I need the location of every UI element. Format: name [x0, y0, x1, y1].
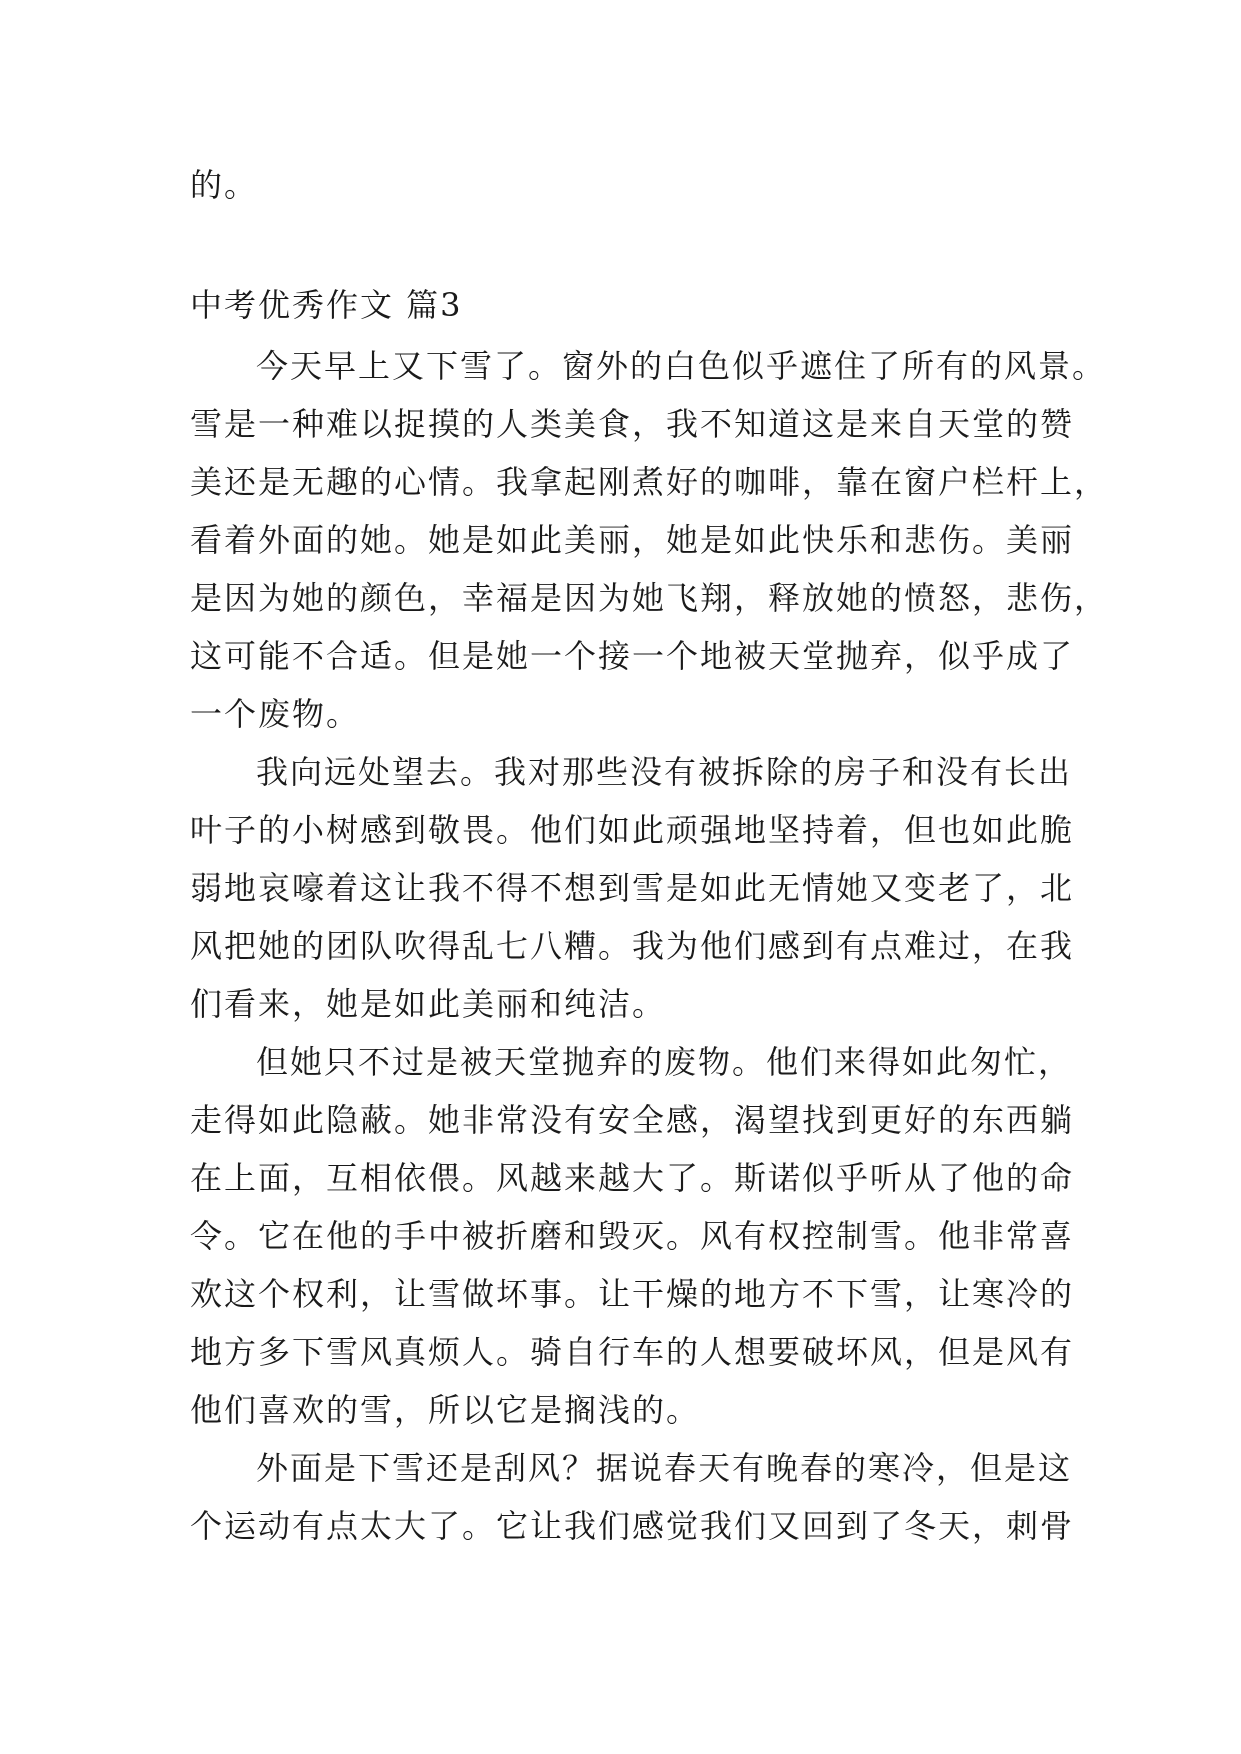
paragraph-line: 弱地哀嚎着这让我不得不想到雪是如此无情她又变老了，北 — [190, 869, 1075, 907]
paragraph-line: 外面是下雪还是刮风？据说春天有晚春的寒冷，但是这 — [256, 1449, 1073, 1487]
paragraph-line: 我向远处望去。我对那些没有被拆除的房子和没有长出 — [256, 753, 1073, 791]
paragraph-line: 一个废物。 — [190, 695, 361, 733]
paragraph-line: 叶子的小树感到敬畏。他们如此顽强地坚持着，但也如此脆 — [190, 811, 1075, 849]
paragraph-line: 是因为她的颜色，幸福是因为她飞翔，释放她的愤怒，悲伤， — [190, 579, 1109, 617]
paragraph-line: 这可能不合适。但是她一个接一个地被天堂抛弃，似乎成了 — [190, 637, 1075, 675]
paragraph-line: 美还是无趣的心情。我拿起刚煮好的咖啡，靠在窗户栏杆上， — [190, 463, 1109, 501]
text-line: 的。 — [190, 166, 259, 204]
paragraph-line: 雪是一种难以捉摸的人类美食，我不知道这是来自天堂的赞 — [190, 405, 1075, 443]
section-heading: 中考优秀作文 篇3 — [190, 286, 463, 324]
paragraph-line: 们看来，她是如此美丽和纯洁。 — [190, 985, 667, 1023]
paragraph-line: 看着外面的她。她是如此美丽，她是如此快乐和悲伤。美丽 — [190, 521, 1075, 559]
paragraph-line: 欢这个权利，让雪做坏事。让干燥的地方不下雪，让寒冷的 — [190, 1275, 1075, 1313]
paragraph-line: 在上面，互相依偎。风越来越大了。斯诺似乎听从了他的命 — [190, 1159, 1075, 1197]
paragraph-line: 令。它在他的手中被折磨和毁灭。风有权控制雪。他非常喜 — [190, 1217, 1075, 1255]
paragraph-line: 但她只不过是被天堂抛弃的废物。他们来得如此匆忙， — [256, 1043, 1073, 1081]
paragraph-line: 他们喜欢的雪，所以它是搁浅的。 — [190, 1391, 701, 1429]
paragraph-line: 走得如此隐蔽。她非常没有安全感，渴望找到更好的东西躺 — [190, 1101, 1075, 1139]
paragraph-line: 今天早上又下雪了。窗外的白色似乎遮住了所有的风景。 — [256, 347, 1107, 385]
paragraph-line: 个运动有点太大了。它让我们感觉我们又回到了冬天，刺骨 — [190, 1507, 1075, 1545]
paragraph-line: 地方多下雪风真烦人。骑自行车的人想要破坏风，但是风有 — [190, 1333, 1075, 1371]
paragraph-line: 风把她的团队吹得乱七八糟。我为他们感到有点难过，在我 — [190, 927, 1075, 965]
